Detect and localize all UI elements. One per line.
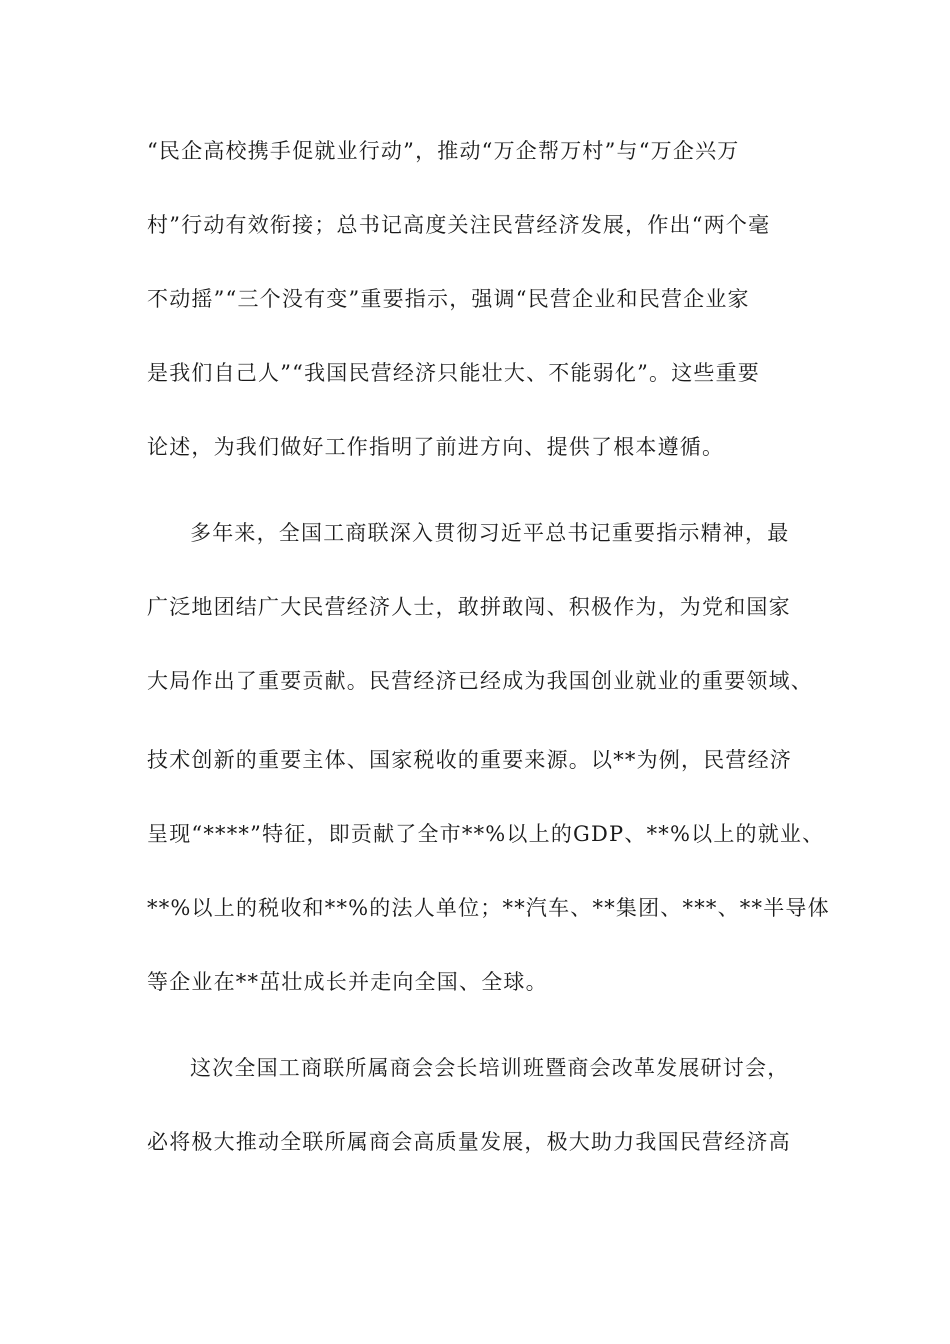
text-line: 是我们自己人”“我国民营经济只能壮大、不能弱化”。这些重要 xyxy=(147,361,761,385)
text-line: 大局作出了重要贡献。民营经济已经成为我国创业就业的重要领域、 xyxy=(147,669,813,693)
text-line: 不动摇”“三个没有变”重要指示，强调“民营企业和民营企业家 xyxy=(147,287,750,311)
text-line: 村”行动有效衔接；总书记高度关注民营经济发展，作出“两个毫 xyxy=(147,213,771,237)
text-line: 必将极大推动全联所属商会高质量发展，极大助力我国民营经济高 xyxy=(147,1130,791,1154)
text-line: 呈现“****”特征，即贡献了全市**%以上的GDP、**%以上的就业、 xyxy=(147,822,825,846)
text-line: 多年来，全国工商联深入贯彻习近平总书记重要指示精神，最 xyxy=(190,521,790,545)
text-line: **%以上的税收和**%的法人单位；**汽车、**集团、***、**半导体 xyxy=(147,896,830,920)
text-line: “民企高校携手促就业行动”，推动“万企帮万村”与“万企兴万 xyxy=(147,139,740,163)
text-line: 这次全国工商联所属商会会长培训班暨商会改革发展研讨会， xyxy=(190,1056,790,1080)
text-line: 广泛地团结广大民营经济人士，敢拼敢闯、积极作为，为党和国家 xyxy=(147,595,791,619)
text-line: 技术创新的重要主体、国家税收的重要来源。以**为例，民营经济 xyxy=(147,748,792,772)
text-line: 等企业在**茁壮成长并走向全国、全球。 xyxy=(147,970,548,994)
text-line: 论述，为我们做好工作指明了前进方向、提供了根本遵循。 xyxy=(147,435,725,459)
